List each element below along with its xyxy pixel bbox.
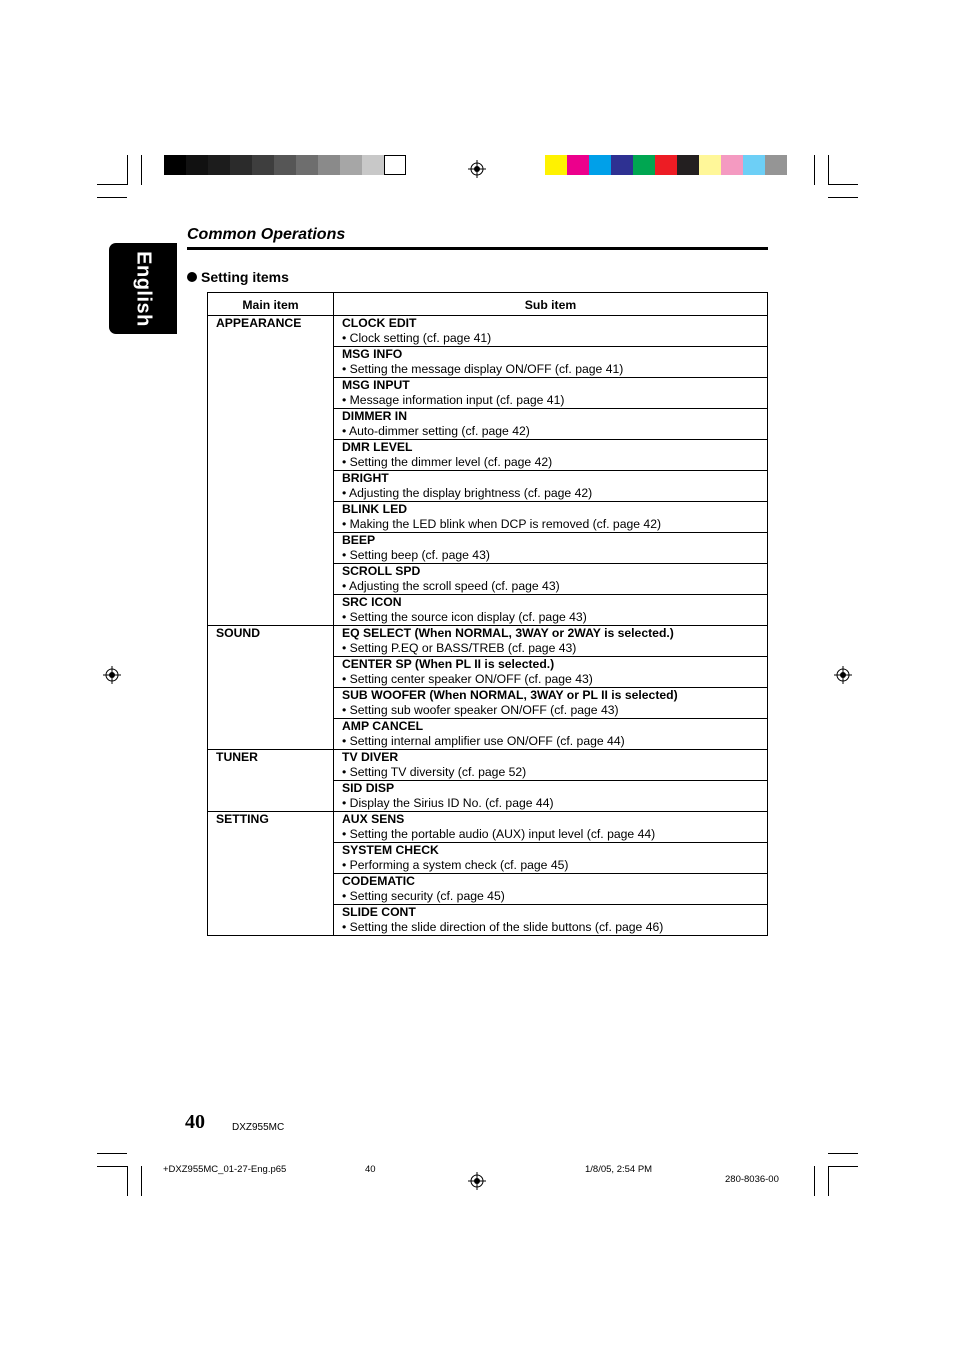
gray-swatch — [252, 155, 274, 175]
language-tab-label: English — [132, 250, 155, 327]
sub-item-description: • Making the LED blink when DCP is removed (cf. page 42) — [342, 516, 662, 531]
print-date-time: 1/8/05, 2:54 PM — [585, 1164, 653, 1175]
sub-item-description: • Display the Sirius ID No. (cf. page 44) — [342, 795, 554, 810]
sub-item-cell — [334, 843, 768, 874]
sub-item-cell — [334, 688, 768, 719]
table-row — [208, 316, 768, 347]
color-swatch — [655, 155, 677, 175]
sub-item-description: • Adjusting the display brightness (cf. page 42) — [342, 485, 593, 500]
sub-item-description: • Clock setting (cf. page 41) — [342, 330, 492, 345]
file-name: +DXZ955MC_01-27-Eng.p65 — [163, 1164, 287, 1175]
section-rule — [187, 247, 768, 250]
main-item-cell: TUNER — [208, 750, 334, 812]
sub-item-cell — [334, 316, 768, 347]
gray-swatch — [164, 155, 186, 175]
sub-item-name: SYSTEM CHECK — [342, 843, 439, 857]
gray-swatch — [296, 155, 318, 175]
sub-item-name: DMR LEVEL — [342, 440, 413, 454]
sub-item-name: CODEMATIC — [342, 874, 415, 888]
sub-item-cell — [334, 874, 768, 905]
sub-item-name: BRIGHT — [342, 471, 389, 485]
gray-swatch — [384, 155, 406, 175]
header-main-item: Main item — [208, 293, 334, 316]
sub-item-description: • Performing a system check (cf. page 45) — [342, 857, 569, 872]
sub-item-description: • Setting the message display ON/OFF (cf. page 41) — [342, 361, 624, 376]
sub-item-description: • Setting center speaker ON/OFF (cf. page 43) — [342, 671, 593, 686]
sub-item-cell — [334, 533, 768, 564]
table-row — [208, 626, 768, 657]
sub-item-description: • Setting internal amplifier use ON/OFF (cf. page 44) — [342, 733, 625, 748]
sub-item-description: • Message information input (cf. page 41) — [342, 392, 565, 407]
color-swatch — [567, 155, 589, 175]
color-swatch — [721, 155, 743, 175]
registration-mark-bottom-icon — [468, 1172, 486, 1190]
table-header-row — [208, 293, 768, 316]
color-swatch — [743, 155, 765, 175]
sub-item-name: SID DISP — [342, 781, 395, 795]
sub-item-name: CLOCK EDIT — [342, 316, 417, 330]
sub-item-cell — [334, 781, 768, 812]
sub-item-description: • Setting sub woofer speaker ON/OFF (cf. page 43) — [342, 702, 619, 717]
sub-item-cell — [334, 409, 768, 440]
registration-mark-right-icon — [834, 666, 852, 684]
settings-table — [207, 292, 768, 936]
header-sub-item: Sub item — [334, 293, 768, 316]
page-number: 40 — [185, 1111, 205, 1133]
gray-swatch — [274, 155, 296, 175]
gray-swatch — [230, 155, 252, 175]
color-swatch — [765, 155, 787, 175]
sub-item-name: DIMMER IN — [342, 409, 407, 423]
sub-item-cell — [334, 595, 768, 626]
sub-item-cell — [334, 626, 768, 657]
color-swatch — [589, 155, 611, 175]
color-swatch — [677, 155, 699, 175]
sub-item-description: • Setting security (cf. page 45) — [342, 888, 505, 903]
sub-item-cell — [334, 750, 768, 781]
main-item-cell: SETTING — [208, 812, 334, 936]
page-reference: 40 — [365, 1164, 376, 1175]
sub-item-name: BLINK LED — [342, 502, 407, 516]
gray-swatch — [208, 155, 230, 175]
color-swatch — [699, 155, 721, 175]
sub-item-cell — [334, 502, 768, 533]
sub-item-name: CENTER SP (When PL II is selected.) — [342, 657, 555, 671]
part-number: 280-8036-00 — [725, 1174, 779, 1185]
sub-item-cell — [334, 719, 768, 750]
sub-item-cell — [334, 378, 768, 409]
sub-item-description: • Setting the dimmer level (cf. page 42) — [342, 454, 553, 469]
sub-item-cell — [334, 347, 768, 378]
sub-item-description: • Setting the slide direction of the slide buttons (cf. page 46) — [342, 919, 664, 934]
sub-item-name: AMP CANCEL — [342, 719, 424, 733]
sub-item-cell — [334, 440, 768, 471]
sub-item-description: • Auto-dimmer setting (cf. page 42) — [342, 423, 530, 438]
table-row — [208, 812, 768, 843]
sub-item-name: TV DIVER — [342, 750, 399, 764]
subheading-text: Setting items — [201, 269, 289, 285]
color-swatch — [633, 155, 655, 175]
sub-item-description: • Setting P.EQ or BASS/TREB (cf. page 43) — [342, 640, 577, 655]
sub-item-name: EQ SELECT (When NORMAL, 3WAY or 2WAY is selected.) — [342, 626, 674, 640]
color-swatch — [545, 155, 567, 175]
table-row — [208, 750, 768, 781]
color-swatch — [611, 155, 633, 175]
main-item-cell: SOUND — [208, 626, 334, 750]
sub-item-cell — [334, 812, 768, 843]
subheading — [187, 269, 289, 285]
sub-item-cell — [334, 564, 768, 595]
gray-swatch — [340, 155, 362, 175]
sub-item-name: MSG INPUT — [342, 378, 410, 392]
sub-item-name: SRC ICON — [342, 595, 402, 609]
sub-item-description: • Setting the source icon display (cf. page 43) — [342, 609, 587, 624]
sub-item-description: • Setting TV diversity (cf. page 52) — [342, 764, 527, 779]
sub-item-name: SCROLL SPD — [342, 564, 421, 578]
sub-item-name: SUB WOOFER (When NORMAL, 3WAY or PL II is selected) — [342, 688, 678, 702]
registration-mark-top-icon — [468, 160, 486, 178]
language-tab — [109, 243, 177, 334]
bullet-icon — [187, 272, 197, 282]
sub-item-description: • Setting the portable audio (AUX) input level (cf. page 44) — [342, 826, 656, 841]
sub-item-cell — [334, 471, 768, 502]
sub-item-name: BEEP — [342, 533, 376, 547]
gray-swatch — [362, 155, 384, 175]
model-name: DXZ955MC — [232, 1122, 285, 1133]
gray-swatch — [186, 155, 208, 175]
sub-item-name: SLIDE CONT — [342, 905, 416, 919]
registration-mark-left-icon — [103, 666, 121, 684]
sub-item-description: • Setting beep (cf. page 43) — [342, 547, 490, 562]
sub-item-name: MSG INFO — [342, 347, 403, 361]
table-body — [208, 316, 768, 936]
gray-swatch — [318, 155, 340, 175]
sub-item-cell — [334, 657, 768, 688]
sub-item-description: • Adjusting the scroll speed (cf. page 43) — [342, 578, 560, 593]
main-item-cell: APPEARANCE — [208, 316, 334, 626]
sub-item-cell — [334, 905, 768, 936]
section-title: Common Operations — [187, 226, 346, 243]
sub-item-name: AUX SENS — [342, 812, 405, 826]
